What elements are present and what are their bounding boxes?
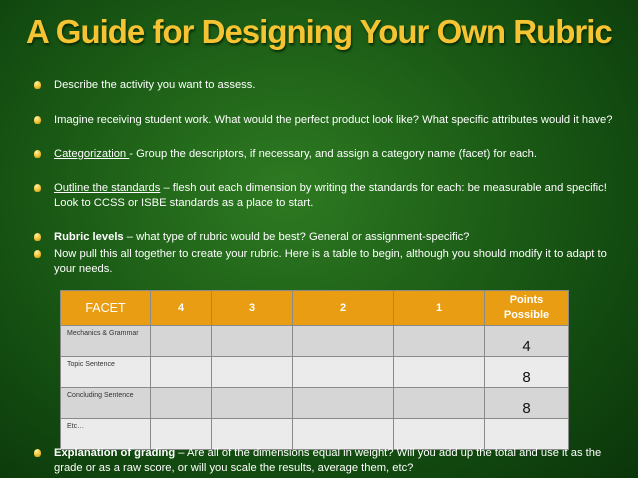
header-points-possible: [485, 291, 569, 326]
slide-title: A Guide for Designing Your Own Rubric: [26, 13, 612, 50]
score-cell: [293, 357, 394, 388]
header-level-3: 3: [212, 291, 293, 326]
bullet-rubric-levels: [30, 230, 620, 245]
header-facet: FACET: [61, 291, 151, 326]
bullet-icon: [34, 116, 41, 124]
score-cell: [394, 357, 485, 388]
bullet-text: – flesh out each dimension by writing the standards for each: be measurable and specific! Look to CCSS or ISBE standards as a place to start.: [54, 182, 607, 209]
bullet-text: Describe the activity you want to assess.: [54, 79, 256, 91]
bullet-list: [30, 78, 620, 277]
points-cell: [485, 419, 569, 450]
points-cell: 8: [485, 388, 569, 419]
bullet-lead: Rubric levels: [54, 231, 124, 243]
bullet-lead: Outline the standards: [54, 182, 161, 194]
bullet-pull-together: [30, 247, 620, 277]
table-row: [61, 326, 569, 357]
bullet-text: Imagine receiving student work. What would the perfect product look like? What specific attributes would it have?: [54, 114, 613, 126]
facet-cell: Mechanics & Grammar: [61, 326, 151, 357]
score-cell: [212, 357, 293, 388]
bullet-lead: Explanation of grading: [54, 447, 176, 459]
score-cell: [394, 388, 485, 419]
facet-cell: Topic Sentence: [61, 357, 151, 388]
score-cell: [212, 419, 293, 450]
facet-cell: Etc…: [61, 419, 151, 450]
facet-cell: Concluding Sentence: [61, 388, 151, 419]
points-cell: 4: [485, 326, 569, 357]
bullet-text: – Are all of the dimensions equal in weight? Will you add up the total and use it as the grade or as a raw score, or will you scale the results, average them, etc?: [54, 447, 602, 474]
score-cell: [151, 388, 212, 419]
score-cell: [151, 419, 212, 450]
bullet-text: – what type of rubric would be best? General or assignment-specific?: [123, 231, 470, 243]
bullet-explanation-grading: [30, 446, 620, 476]
score-cell: [151, 326, 212, 357]
header-points-line2: Possible: [503, 309, 550, 321]
bullet-text: - Group the descriptors, if necessary, and assign a category name (facet) for each.: [129, 148, 537, 160]
bullet-imagine-work: [30, 113, 620, 128]
bullet-describe-activity: [30, 78, 620, 93]
header-level-2: 2: [293, 291, 394, 326]
bullet-icon: [34, 233, 41, 241]
score-cell: [293, 326, 394, 357]
score-cell: [293, 388, 394, 419]
header-level-4: 4: [151, 291, 212, 326]
bullet-icon: [34, 449, 41, 457]
score-cell: [394, 326, 485, 357]
bullet-list-bottom: [30, 446, 620, 476]
score-cell: [151, 357, 212, 388]
bullet-icon: [34, 184, 41, 192]
bullet-icon: [34, 81, 41, 89]
table-row: [61, 419, 569, 450]
bullet-icon: [34, 150, 41, 158]
score-cell: [394, 419, 485, 450]
score-cell: [212, 326, 293, 357]
points-cell: 8: [485, 357, 569, 388]
header-level-1: 1: [394, 291, 485, 326]
score-cell: [293, 419, 394, 450]
table-row: [61, 388, 569, 419]
bullet-outline-standards: [30, 181, 620, 211]
table-row: [61, 357, 569, 388]
score-cell: [212, 388, 293, 419]
table-header-row: [61, 291, 569, 326]
bullet-lead: Categorization: [54, 148, 130, 160]
bullet-text: Now pull this all together to create your rubric. Here is a table to begin, although you should modify it to adapt to your needs.: [54, 248, 607, 275]
bullet-icon: [34, 250, 41, 258]
bullet-categorization: [30, 147, 620, 162]
header-points-line1: Points: [509, 294, 544, 306]
rubric-table: [60, 290, 569, 450]
